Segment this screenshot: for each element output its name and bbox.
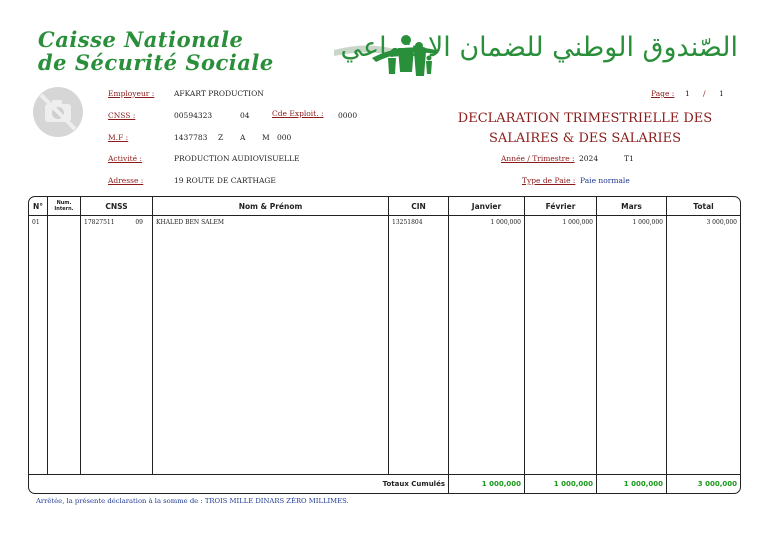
col-header-janvier: Janvier	[449, 197, 525, 216]
page-separator: /	[703, 89, 706, 98]
col-header-nom: Nom & Prénom	[153, 197, 389, 216]
mf-label: M.F :	[108, 133, 129, 142]
logo-fr-line2: de Sécurité Sociale	[38, 50, 274, 75]
cnss-logo-french	[38, 28, 298, 74]
mf-code-4: 000	[277, 133, 292, 142]
row-num: 01	[29, 216, 48, 474]
col-header-mars: Mars	[597, 197, 667, 216]
adresse-value: 19 ROUTE DE CARTHAGE	[174, 176, 276, 185]
col-header-fevrier: Février	[525, 197, 597, 216]
row-mars: 1 000,000	[597, 216, 667, 474]
mf-value: 1437783	[174, 133, 208, 142]
row-fevrier: 1 000,000	[525, 216, 597, 474]
logo-fr-line1: Caisse Nationale	[38, 27, 244, 52]
row-cin: 13251804	[389, 216, 449, 474]
salaries-table	[28, 196, 741, 494]
amount-in-words-note: Arrêtée, la présente déclaration à la somme de : TROIS MILLE DINARS ZÉRO MILLIMES.	[36, 497, 349, 505]
employeur-value: AFKART PRODUCTION	[174, 89, 264, 98]
row-nom: KHALED BEN SALEM	[153, 216, 389, 474]
employeur-label: Employeur :	[108, 89, 155, 98]
annee-value: 2024	[579, 154, 599, 163]
table-header-row	[29, 197, 740, 216]
mf-code-2: A	[240, 133, 246, 142]
cnss-label: CNSS :	[108, 111, 136, 120]
row-num-intern	[48, 216, 81, 474]
activite-value: PRODUCTION AUDIOVISUELLE	[174, 154, 300, 163]
type-paie-label: Type de Paie :	[522, 176, 576, 185]
cde-exploit-label: Cde Exploit. :	[272, 109, 324, 118]
total-janvier: 1 000,000	[449, 474, 525, 493]
col-header-cnss: CNSS	[81, 197, 153, 216]
page-total: 1	[719, 89, 724, 98]
activite-label: Activité :	[108, 154, 143, 163]
cnss-logo-arabic: الصّندوق الوطني للضمان الاجتماعي	[340, 32, 738, 63]
cnss-value: 00594323	[174, 111, 213, 120]
totals-label: Totaux Cumulés	[29, 474, 449, 493]
col-header-total: Total	[667, 197, 740, 216]
declaration-title-line1: DECLARATION TRIMESTRIELLE DES	[457, 111, 713, 126]
row-total: 3 000,000	[706, 219, 737, 226]
cde-exploit-value: 0000	[338, 111, 358, 120]
row-cnss-number: 17827511	[84, 219, 115, 226]
row-janvier: 1 000,000	[449, 216, 525, 474]
total-general: 3 000,000	[667, 474, 740, 493]
col-header-num: N°	[29, 197, 48, 216]
page-label: Page :	[651, 89, 675, 98]
annee-trimestre-label: Année / Trimestre :	[501, 154, 575, 163]
no-photo-icon	[32, 86, 84, 138]
trimestre-value: T1	[624, 154, 634, 163]
col-header-num-intern: Num. Intern.	[48, 197, 81, 216]
row-cnss	[81, 216, 153, 474]
totals-row	[29, 474, 740, 493]
table-row	[29, 216, 740, 474]
row-cnss-key: 09	[135, 219, 143, 226]
type-paie-value: Paie normale	[580, 176, 630, 185]
page-current: 1	[685, 89, 690, 98]
mf-code-3: M	[262, 133, 270, 142]
cnss-key: 04	[240, 111, 250, 120]
adresse-label: Adresse :	[108, 176, 144, 185]
declaration-title-line2: SALAIRES & DES SALARIES	[488, 131, 682, 146]
mf-code-1: Z	[218, 133, 224, 142]
col-header-cin: CIN	[389, 197, 449, 216]
total-fevrier: 1 000,000	[525, 474, 597, 493]
total-mars: 1 000,000	[597, 474, 667, 493]
